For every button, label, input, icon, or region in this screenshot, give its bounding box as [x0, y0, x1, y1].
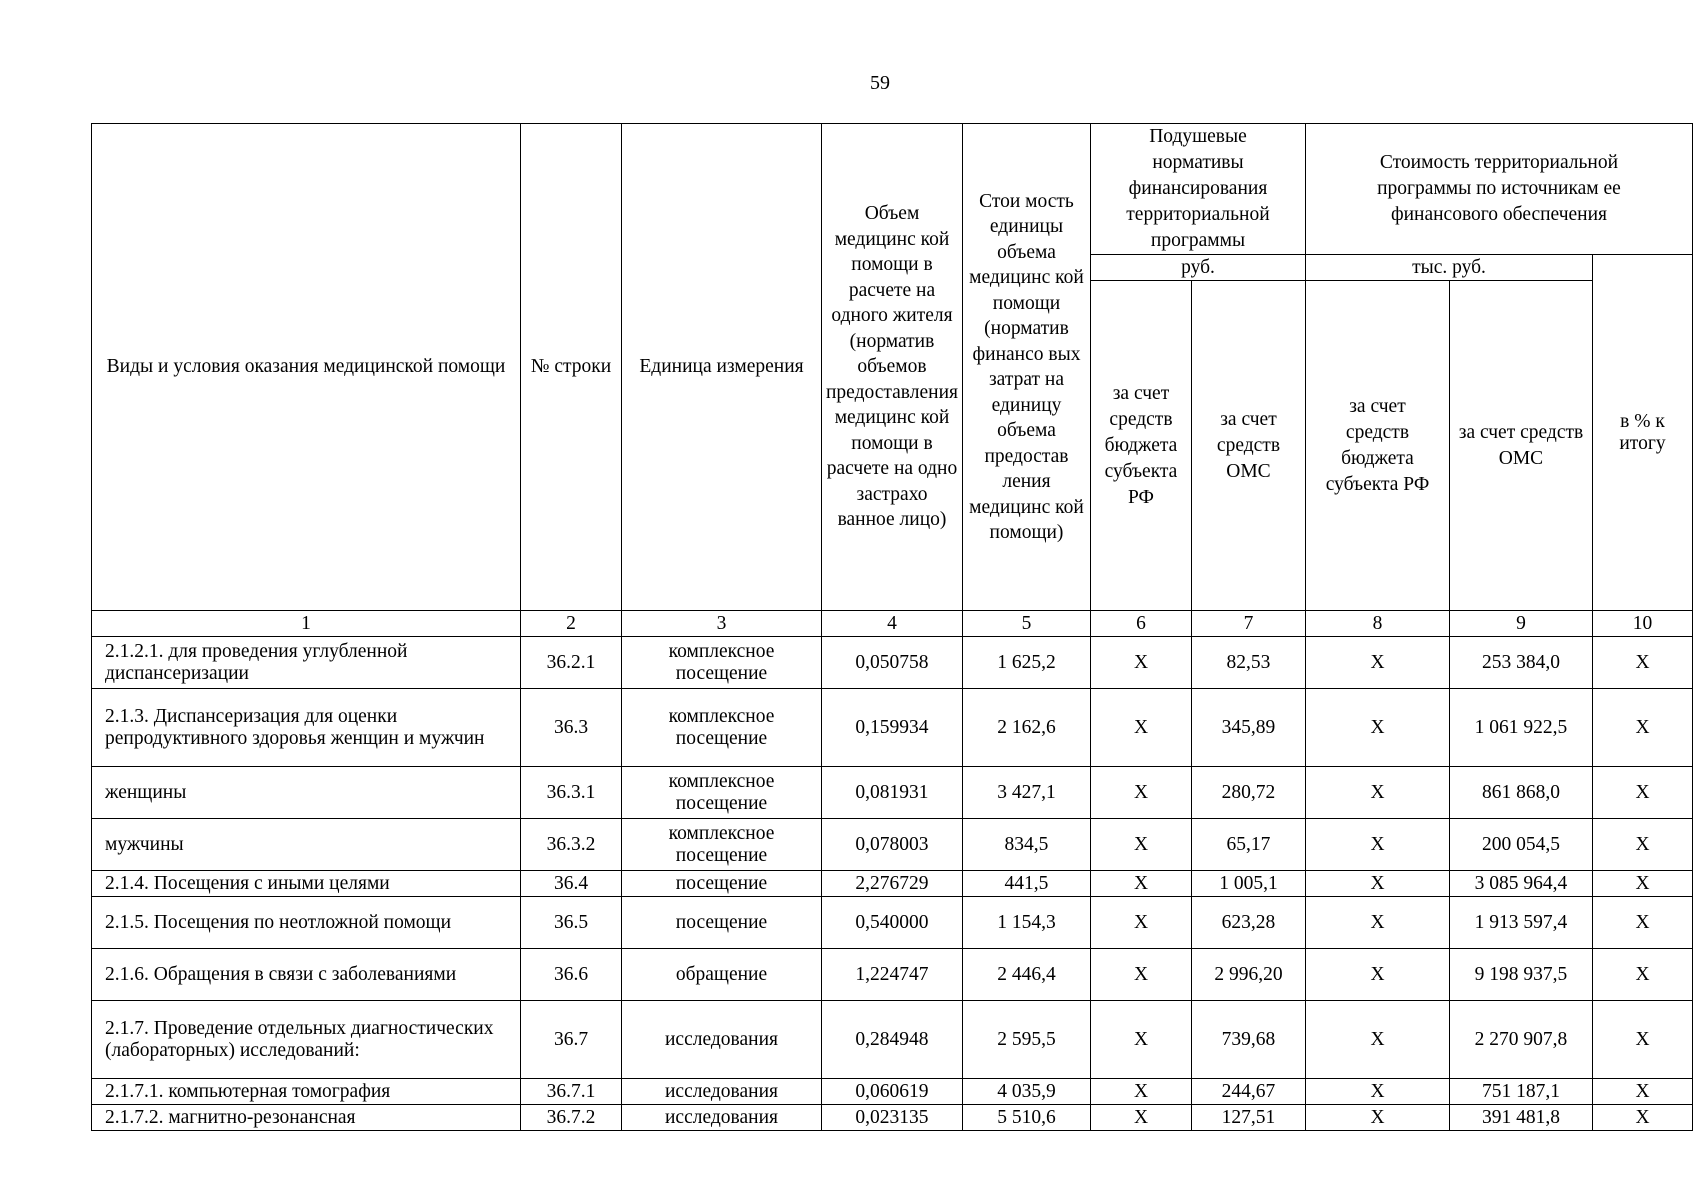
row-oms-total: 1 913 597,4: [1449, 897, 1592, 949]
row-percent: X: [1592, 871, 1692, 897]
row-oms-total: 391 481,8: [1449, 1105, 1592, 1131]
row-kind: 2.1.2.1. для проведения углубленной диспансеризации: [92, 637, 521, 689]
row-unit: исследования: [622, 1105, 822, 1131]
header-row-no: № строки: [521, 124, 622, 611]
row-kind: 2.1.7.2. магнитно-резонансная: [92, 1105, 521, 1131]
table-row: [92, 689, 1693, 767]
row-cost: 4 035,9: [962, 1079, 1090, 1105]
column-number: 4: [822, 611, 963, 637]
row-budget-total: X: [1305, 689, 1449, 767]
row-percent: X: [1592, 819, 1692, 871]
row-oms-total: 200 054,5: [1449, 819, 1592, 871]
row-budget-total: X: [1305, 1079, 1449, 1105]
row-budget: X: [1090, 871, 1191, 897]
row-volume: 0,159934: [822, 689, 963, 767]
column-numbers-row: [92, 611, 1693, 637]
column-number: 10: [1592, 611, 1692, 637]
row-kind: мужчины: [92, 819, 521, 871]
row-oms-total: 3 085 964,4: [1449, 871, 1592, 897]
row-budget-total: X: [1305, 949, 1449, 1001]
row-percent: X: [1592, 949, 1692, 1001]
header-budget-rf: за счет средств бюджета субъекта РФ: [1090, 281, 1191, 611]
row-volume: 0,284948: [822, 1001, 963, 1079]
header-oms: за счет средств ОМС: [1191, 281, 1305, 611]
row-oms: 623,28: [1191, 897, 1305, 949]
row-percent: X: [1592, 897, 1692, 949]
row-kind: 2.1.6. Обращения в связи с заболеваниями: [92, 949, 521, 1001]
row-number: 36.3.1: [521, 767, 622, 819]
row-budget-total: X: [1305, 767, 1449, 819]
header-budget-rf-2: за счет средств бюджета субъекта РФ: [1305, 281, 1449, 611]
row-cost: 1 154,3: [962, 897, 1090, 949]
column-number: 1: [92, 611, 521, 637]
row-cost: 834,5: [962, 819, 1090, 871]
row-budget: X: [1090, 949, 1191, 1001]
row-kind: 2.1.7.1. компьютерная томография: [92, 1079, 521, 1105]
header-percent: в % к итогу: [1592, 255, 1692, 611]
column-number: 9: [1449, 611, 1592, 637]
row-unit: комплексное посещение: [622, 689, 822, 767]
header-kind: Виды и условия оказания медицинской помощи: [92, 124, 521, 611]
row-cost: 2 162,6: [962, 689, 1090, 767]
row-oms: 739,68: [1191, 1001, 1305, 1079]
row-oms-total: 2 270 907,8: [1449, 1001, 1592, 1079]
column-number: 3: [622, 611, 822, 637]
row-percent: X: [1592, 767, 1692, 819]
row-budget: X: [1090, 819, 1191, 871]
header-group-norms: Подушевые нормативы финансирования территориальной программы: [1090, 124, 1305, 255]
row-oms-total: 253 384,0: [1449, 637, 1592, 689]
row-cost: 3 427,1: [962, 767, 1090, 819]
header-oms-2: за счет средств ОМС: [1449, 281, 1592, 611]
row-cost: 2 595,5: [962, 1001, 1090, 1079]
column-number: 6: [1090, 611, 1191, 637]
row-unit: комплексное посещение: [622, 767, 822, 819]
row-percent: X: [1592, 1105, 1692, 1131]
row-budget: X: [1090, 689, 1191, 767]
table-row: [92, 637, 1693, 689]
row-volume: 0,023135: [822, 1105, 963, 1131]
header-volume: Объем медицинс кой помощи в расчете на одного жителя (норматив объемов предоставления медицинс кой помощи в расчете на одно застрахо ванное лицо): [822, 124, 963, 611]
row-volume: 1,224747: [822, 949, 963, 1001]
table-row: [92, 767, 1693, 819]
row-number: 36.3: [521, 689, 622, 767]
row-budget-total: X: [1305, 819, 1449, 871]
header-unit-thousand-rub: тыс. руб.: [1305, 255, 1592, 281]
row-unit: комплексное посещение: [622, 637, 822, 689]
row-budget: X: [1090, 1105, 1191, 1131]
header-unit: Единица измерения: [622, 124, 822, 611]
row-oms-total: 861 868,0: [1449, 767, 1592, 819]
row-number: 36.6: [521, 949, 622, 1001]
column-number: 2: [521, 611, 622, 637]
table-row: [92, 1105, 1693, 1131]
row-percent: X: [1592, 689, 1692, 767]
row-volume: 0,078003: [822, 819, 963, 871]
row-budget: X: [1090, 637, 1191, 689]
row-budget: X: [1090, 767, 1191, 819]
column-number: 8: [1305, 611, 1449, 637]
row-number: 36.7.1: [521, 1079, 622, 1105]
row-cost: 2 446,4: [962, 949, 1090, 1001]
row-cost: 441,5: [962, 871, 1090, 897]
row-kind: 2.1.3. Диспансеризация для оценки репродуктивного здоровья женщин и мужчин: [92, 689, 521, 767]
financing-table: [91, 123, 1693, 1131]
row-kind: 2.1.4. Посещения с иными целями: [92, 871, 521, 897]
row-budget-total: X: [1305, 897, 1449, 949]
row-cost: 5 510,6: [962, 1105, 1090, 1131]
table-row: [92, 1001, 1693, 1079]
row-number: 36.5: [521, 897, 622, 949]
row-volume: 0,540000: [822, 897, 963, 949]
row-kind: 2.1.7. Проведение отдельных диагностических (лабораторных) исследований:: [92, 1001, 521, 1079]
column-number: 7: [1191, 611, 1305, 637]
header-unit-rub: руб.: [1090, 255, 1305, 281]
row-number: 36.7: [521, 1001, 622, 1079]
row-unit: комплексное посещение: [622, 819, 822, 871]
row-kind: 2.1.5. Посещения по неотложной помощи: [92, 897, 521, 949]
row-budget-total: X: [1305, 871, 1449, 897]
column-number: 5: [962, 611, 1090, 637]
row-unit: посещение: [622, 897, 822, 949]
row-percent: X: [1592, 637, 1692, 689]
table-row: [92, 871, 1693, 897]
row-oms: 65,17: [1191, 819, 1305, 871]
row-number: 36.7.2: [521, 1105, 622, 1131]
row-oms: 2 996,20: [1191, 949, 1305, 1001]
row-volume: 0,081931: [822, 767, 963, 819]
row-oms: 280,72: [1191, 767, 1305, 819]
header-group-cost: Стоимость территориальной программы по источникам ее финансового обеспечения: [1305, 124, 1692, 255]
row-cost: 1 625,2: [962, 637, 1090, 689]
table-row: [92, 949, 1693, 1001]
row-budget-total: X: [1305, 1001, 1449, 1079]
row-budget: X: [1090, 897, 1191, 949]
row-unit: посещение: [622, 871, 822, 897]
row-oms: 244,67: [1191, 1079, 1305, 1105]
row-oms-total: 1 061 922,5: [1449, 689, 1592, 767]
row-oms: 82,53: [1191, 637, 1305, 689]
row-unit: исследования: [622, 1001, 822, 1079]
row-volume: 0,050758: [822, 637, 963, 689]
row-budget-total: X: [1305, 1105, 1449, 1131]
row-budget: X: [1090, 1079, 1191, 1105]
row-percent: X: [1592, 1079, 1692, 1105]
row-budget: X: [1090, 1001, 1191, 1079]
table-row: [92, 819, 1693, 871]
row-oms: 1 005,1: [1191, 871, 1305, 897]
table-row: [92, 1079, 1693, 1105]
row-oms-total: 751 187,1: [1449, 1079, 1592, 1105]
row-oms: 345,89: [1191, 689, 1305, 767]
row-kind: женщины: [92, 767, 521, 819]
row-number: 36.4: [521, 871, 622, 897]
page-number: 59: [870, 72, 890, 94]
row-number: 36.2.1: [521, 637, 622, 689]
row-number: 36.3.2: [521, 819, 622, 871]
table-row: [92, 897, 1693, 949]
row-oms-total: 9 198 937,5: [1449, 949, 1592, 1001]
row-percent: X: [1592, 1001, 1692, 1079]
row-budget-total: X: [1305, 637, 1449, 689]
header-cost: Стои мость единицы объема медицинс кой помощи (норматив финансо вых затрат на единицу объема предостав ления медицинс кой помощи): [962, 124, 1090, 611]
row-unit: исследования: [622, 1079, 822, 1105]
row-unit: обращение: [622, 949, 822, 1001]
row-oms: 127,51: [1191, 1105, 1305, 1131]
row-volume: 2,276729: [822, 871, 963, 897]
row-volume: 0,060619: [822, 1079, 963, 1105]
